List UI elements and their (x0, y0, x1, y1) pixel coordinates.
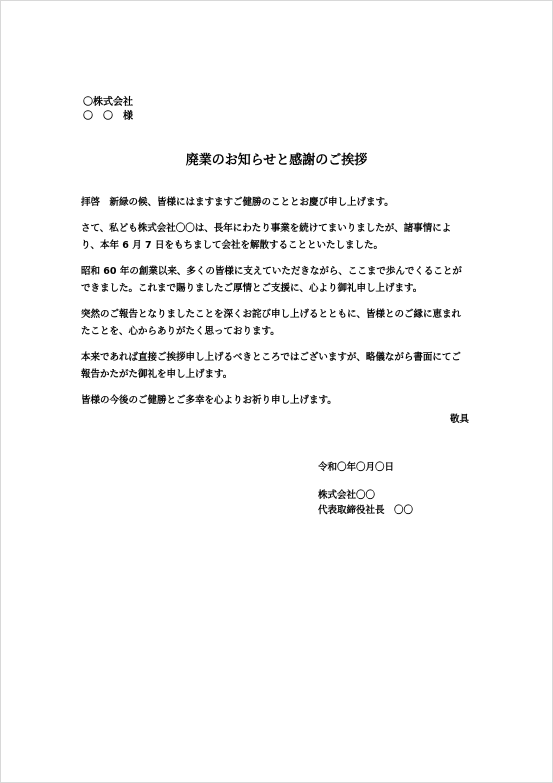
paragraph-apology: 突然のご報告となりましたことを深くお詫び申し上げるとともに、皆様とのご縁に恵まれたことを、心からありがたく思っております。 (81, 309, 462, 337)
sender-company: 株式会社〇〇 (318, 490, 376, 501)
paragraph-wishes: 皆様の今後のご健勝とご多幸を心よりお祈り申し上げます。 (81, 395, 337, 406)
paragraph-announcement: さて、私ども株式会社〇〇は、長年にわたり事業を続けてまいりましたが、諸事情により、本年 6 月 7 日をもちまして会社を解散することといたしました。 (81, 223, 452, 251)
recipient-company: 〇株式会社 (83, 97, 133, 108)
sender-representative: 代表取締役社長 〇〇 (318, 505, 414, 516)
letter-body (81, 194, 469, 418)
letter-date: 令和〇年〇月〇日 (318, 462, 395, 473)
recipient-block (83, 96, 133, 124)
recipient-name: 〇 〇 様 (83, 111, 133, 122)
document-title: 廃業のお知らせと感謝のご挨拶 (185, 153, 368, 168)
paragraph-gratitude: 昭和 60 年の創業以来、多くの皆様に支えていただきながら、ここまで歩んでくることができました。これまで賜りましたご厚情とご支援に、心より御礼申し上げます。 (81, 266, 462, 294)
sender-block (318, 488, 413, 518)
paragraph-greeting: 拝啓 新緑の候、皆様にはますますご健勝のこととお慶び申し上げます。 (81, 197, 394, 208)
closing-word: 敬具 (449, 414, 469, 425)
paragraph-courtesy: 本来であれば直接ご挨拶申し上げるべきところではございますが、略儀ながら書面にてご報告かたがた御礼を申し上げます。 (81, 352, 461, 380)
